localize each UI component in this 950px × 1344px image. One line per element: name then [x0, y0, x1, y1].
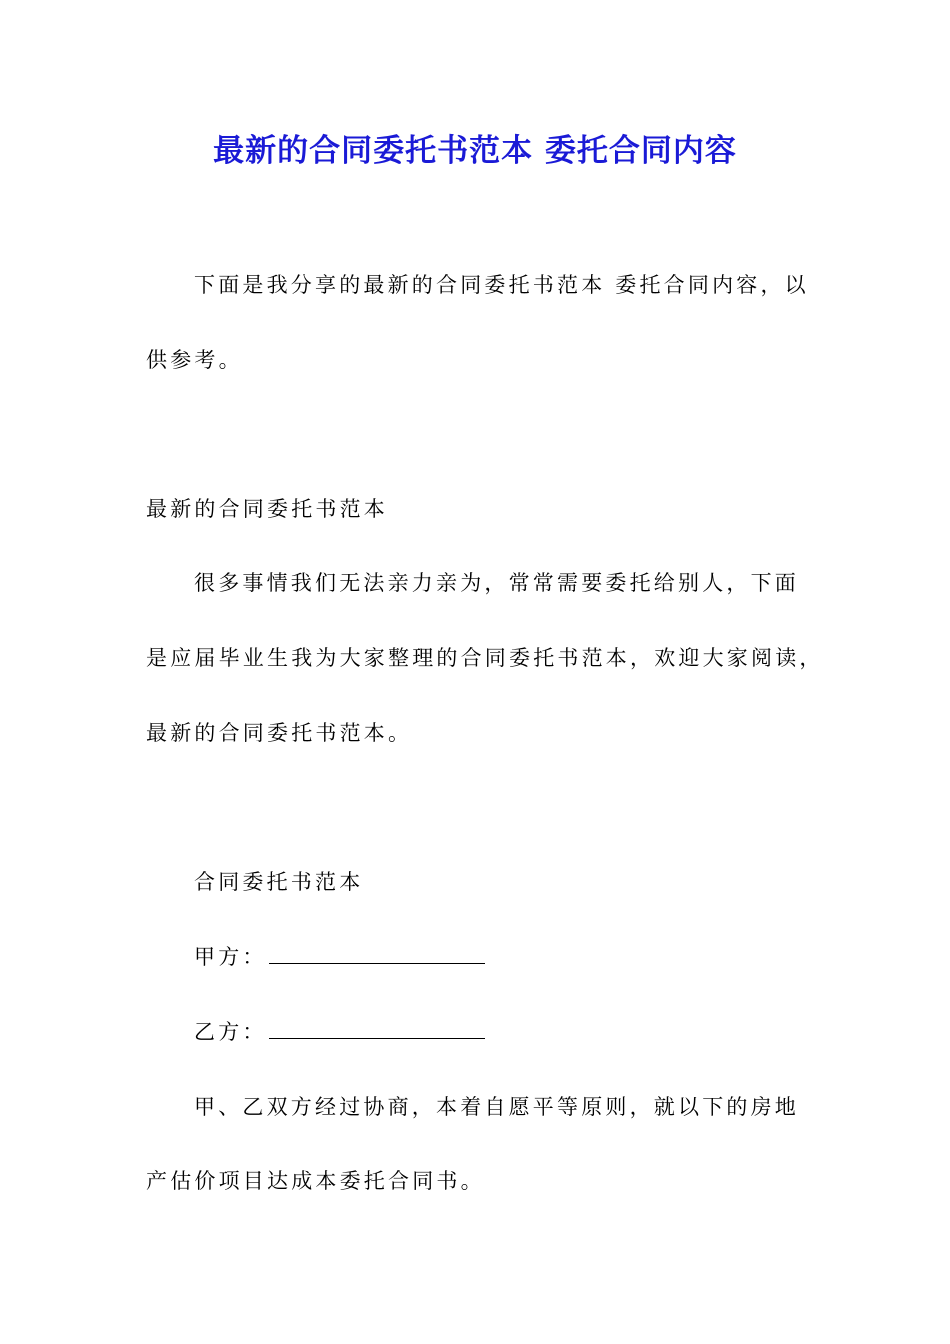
party-a-blank [269, 945, 485, 964]
section-heading: 最新的合同委托书范本 [146, 497, 388, 521]
party-b-blank [269, 1020, 485, 1039]
paragraph-2-line-2: 产估价项目达成本委托合同书。 [146, 1169, 485, 1193]
paragraph-1-line-1: 很多事情我们无法亲力亲为，常常需要委托给别人，下面 [194, 571, 799, 595]
intro-line-1: 下面是我分享的最新的合同委托书范本 委托合同内容，以 [194, 273, 809, 297]
paragraph-2-line-1: 甲、乙双方经过协商，本着自愿平等原则，就以下的房地 [194, 1095, 799, 1119]
paragraph-1-line-2: 是应届毕业生我为大家整理的合同委托书范本，欢迎大家阅读， [146, 646, 824, 670]
intro-line-2: 供参考。 [146, 348, 243, 372]
party-b-row [194, 1017, 485, 1047]
party-a-row [194, 942, 485, 972]
contract-heading: 合同委托书范本 [194, 870, 364, 894]
party-a-label: 甲方： [194, 945, 267, 969]
document-title: 最新的合同委托书范本 委托合同内容 [213, 133, 737, 169]
party-b-label: 乙方： [194, 1020, 267, 1044]
paragraph-1-line-3: 最新的合同委托书范本。 [146, 721, 413, 745]
